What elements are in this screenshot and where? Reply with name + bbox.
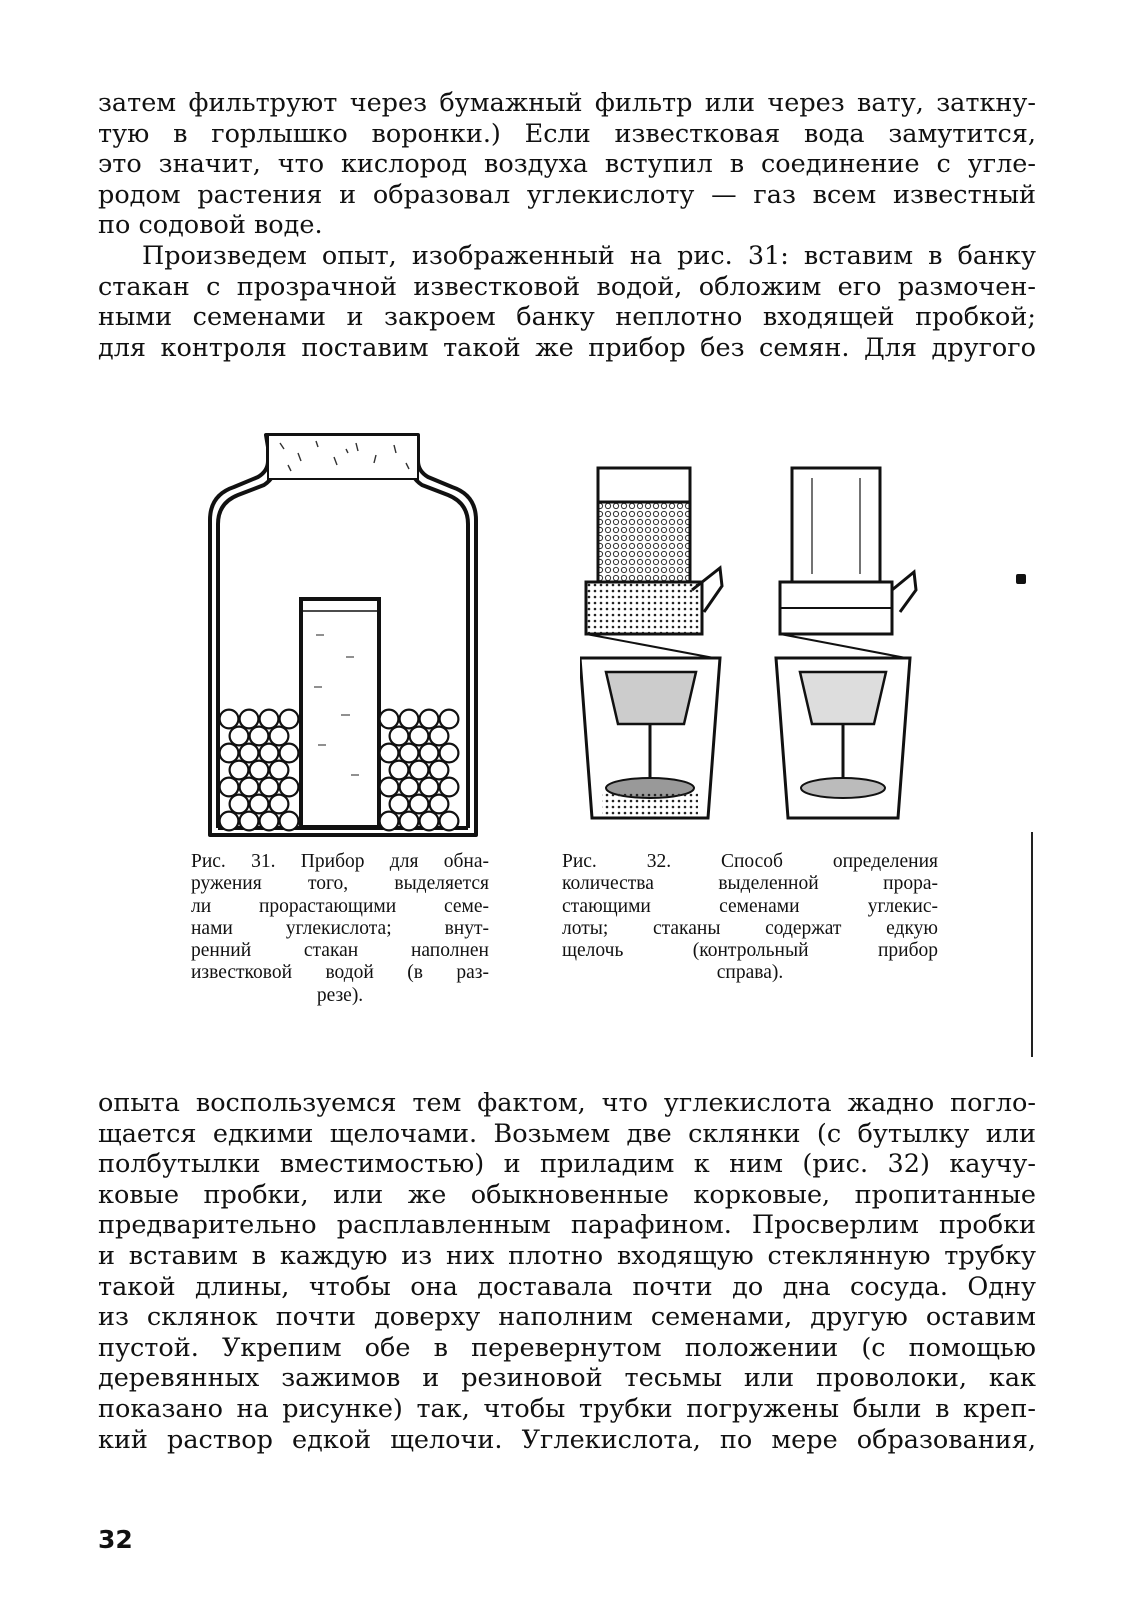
- caption-line: ружения того, выделяется: [191, 873, 489, 895]
- text-line: родом растения и образовал углекислоту — газ всем известный: [98, 179, 1036, 210]
- caption-line: справа).: [716, 962, 784, 984]
- text-line: ными семенами и закроем банку неплотно входящей пробкой;: [98, 302, 1036, 333]
- text-line: тую в горлышко воронки.) Если известковая вода замутится,: [98, 118, 1036, 149]
- seeds-right: [380, 710, 459, 831]
- text-line: затем фильтруют через бумажный фильтр или через вату, заткну-: [98, 88, 1036, 118]
- text-line: полбутылки вместимостью) и приладим к ним (рис. 32) каучу-: [98, 1149, 1036, 1180]
- text-line: это значит, что кислород воздуха вступил в соединение с угле-: [98, 149, 1036, 180]
- figure-32-bottles-illustration: [580, 462, 925, 834]
- text-line: кий раствор едкой щелочи. Углекислота, по мере образования,: [98, 1424, 1036, 1455]
- page-number: 32: [98, 1525, 133, 1554]
- figure-31-jar-illustration: [206, 425, 488, 839]
- caption-line: известковой водой (в раз-: [191, 962, 489, 984]
- caption-line: щелочь (контрольный прибор: [562, 940, 938, 962]
- margin-rule: [1031, 832, 1033, 1057]
- caption-line: стающими семенами углекис-: [562, 895, 938, 917]
- caption-line: лоты; стаканы содержат едкую: [562, 917, 938, 939]
- body-text-bottom: [98, 1088, 1036, 1455]
- figure-32-caption: [562, 851, 938, 985]
- print-speck: [1016, 574, 1026, 584]
- figure-31-caption: [191, 851, 489, 1007]
- caption-line: Рис. 32. Способ определения: [562, 851, 938, 872]
- text-line: предварительно расплавленным парафином. Просверлим пробки: [98, 1210, 1036, 1241]
- caption-line: ли прорастающими семе-: [191, 895, 489, 917]
- text-line: из склянок почти доверху наполним семенами, другую оставим: [98, 1302, 1036, 1333]
- text-line: по содовой воде.: [98, 210, 323, 241]
- text-line: такой длины, чтобы она доставала почти до дна сосуда. Одну: [98, 1271, 1036, 1302]
- text-line: для контроля поставим такой же прибор без семян. Для другого: [98, 332, 1036, 363]
- control-bottle-right: [776, 468, 916, 818]
- caption-line: нами углекислота; внут-: [191, 917, 489, 939]
- text-line: деревянных зажимов и резиновой тесьмы или проволоки, как: [98, 1363, 1036, 1394]
- text-line: показано на рисунке) так, чтобы трубки погружены были в креп-: [98, 1393, 1036, 1424]
- seeds-left: [220, 710, 299, 831]
- text-line: стакан с прозрачной известковой водой, обложим его размочен-: [98, 271, 1036, 302]
- seed-bottle-left: [580, 468, 722, 818]
- caption-line: количества выделенной прора-: [562, 873, 938, 895]
- text-line: опыта воспользуемся тем фактом, что углекислота жадно погло-: [98, 1088, 1036, 1118]
- text-line: Произведем опыт, изображенный на рис. 31: вставим в банку: [142, 240, 1036, 271]
- text-line: ковые пробки, или же обыкновенные корковые, пропитанные: [98, 1179, 1036, 1210]
- caption-line: ренний стакан наполнен: [191, 940, 489, 962]
- text-line: и вставим в каждую из них плотно входящую стеклянную трубку: [98, 1240, 1036, 1271]
- caption-line: резе).: [316, 984, 364, 1006]
- text-line: пустой. Укрепим обе в перевернутом положении (с помощью: [98, 1332, 1036, 1363]
- caption-line: Рис. 31. Прибор для обна-: [191, 851, 489, 872]
- body-text-top: [98, 88, 1036, 363]
- text-line: щается едкими щелочами. Возьмем две склянки (с бутылку или: [98, 1118, 1036, 1149]
